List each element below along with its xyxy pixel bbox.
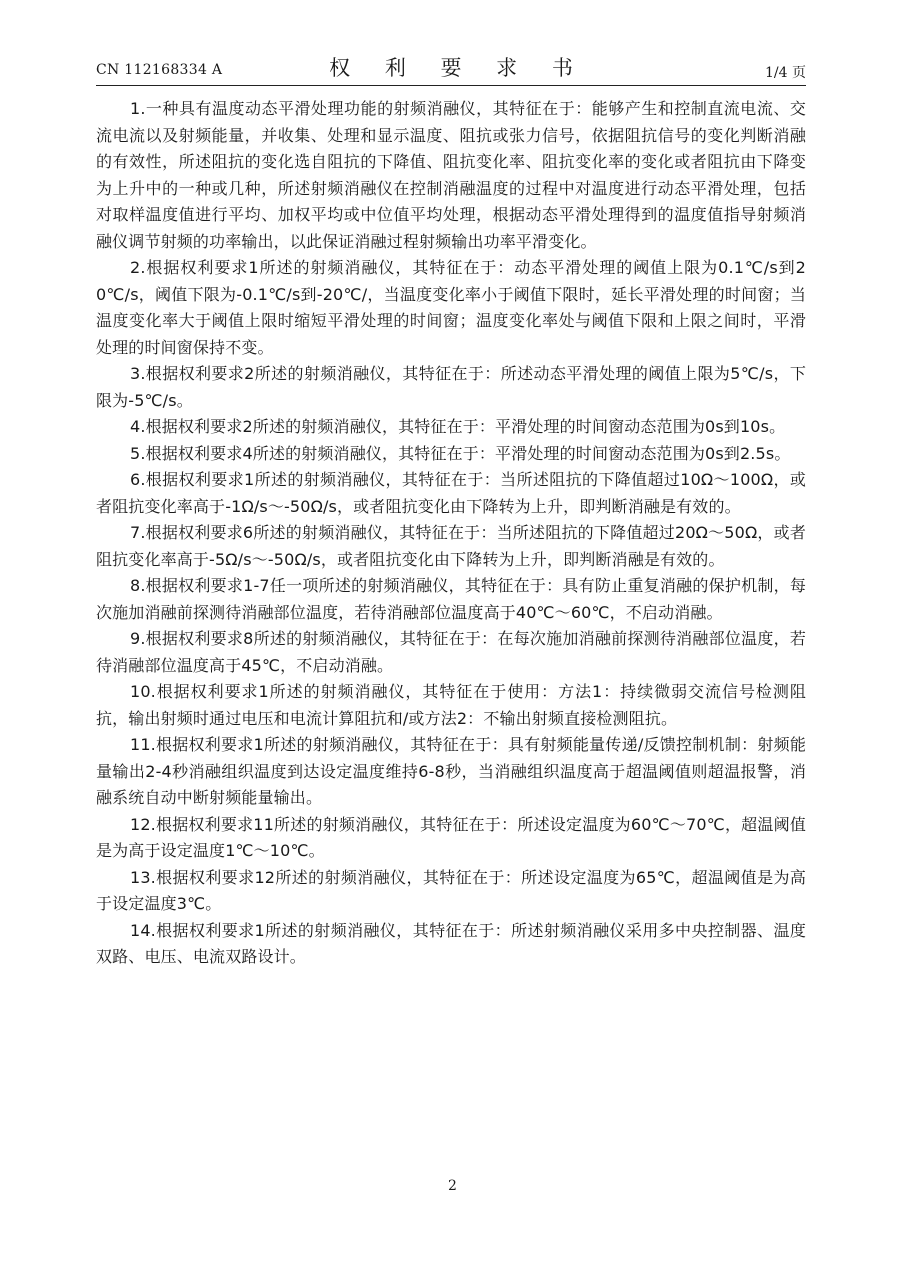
page-header bbox=[96, 52, 806, 86]
publication-number: CN 112168334 A bbox=[96, 62, 223, 78]
claim-13: 13.根据权利要求12所述的射频消融仪，其特征在于：所述设定温度为65℃，超温阈值是为高于设定温度3℃。 bbox=[96, 867, 806, 913]
claim-5: 5.根据权利要求4所述的射频消融仪，其特征在于：平滑处理的时间窗动态范围为0s到2.5s。 bbox=[130, 443, 791, 463]
page-indicator: 1/4 页 bbox=[765, 65, 806, 81]
header-divider bbox=[96, 85, 806, 86]
claim-8: 8.根据权利要求1-7任一项所述的射频消融仪，其特征在于：具有防止重复消融的保护机制，每次施加消融前探测待消融部位温度，若待消融部位温度高于40℃～60℃，不启动消融。 bbox=[96, 576, 806, 622]
claim-6: 6.根据权利要求1所述的射频消融仪，其特征在于：当所述阻抗的下降值超过10Ω～100Ω，或者阻抗变化率高于-1Ω/s～-50Ω/s，或者阻抗变化由下降转为上升，即判断消融是有效的。 bbox=[96, 470, 806, 516]
claim-14: 14.根据权利要求1所述的射频消融仪，其特征在于：所述射频消融仪采用多中央控制器、温度双路、电压、电流双路设计。 bbox=[96, 920, 806, 966]
claim-3: 3.根据权利要求2所述的射频消融仪，其特征在于：所述动态平滑处理的阈值上限为5℃/s，下限为-5℃/s。 bbox=[96, 364, 806, 410]
claim-7: 7.根据权利要求6所述的射频消融仪，其特征在于：当所述阻抗的下降值超过20Ω～50Ω，或者阻抗变化率高于-5Ω/s～-50Ω/s，或者阻抗变化由下降转为上升，即判断消融是有效的。 bbox=[96, 523, 806, 569]
claim-12: 12.根据权利要求11所述的射频消融仪，其特征在于：所述设定温度为60℃～70℃，超温阈值是为高于设定温度1℃～10℃。 bbox=[96, 814, 806, 860]
claim-9: 9.根据权利要求8所述的射频消融仪，其特征在于：在每次施加消融前探测待消融部位温度，若待消融部位温度高于45℃，不启动消融。 bbox=[96, 629, 806, 675]
claim-4: 4.根据权利要求2所述的射频消融仪，其特征在于：平滑处理的时间窗动态范围为0s到10s。 bbox=[130, 417, 786, 436]
claim-1: 1.一种具有温度动态平滑处理功能的射频消融仪，其特征在于：能够产生和控制直流电流、交流电流以及射频能量，并收集、处理和显示温度、阻抗或张力信号，依据阻抗信号的变化判断消融的有效性，所述阻抗的变化选自阻抗的下降值、阻抗变化率、阻抗变化率的变化或者阻抗由下降变为上升中的一种或几种，所述射频消融仪在控制消融温度的过程中对温度进行动态平滑处理，包括对取样温度值进行平均、加权平均或中位值平均处理，根据动态平滑处理得到的温度值指导射频消融仪调节射频的功率输出，以此保证消融过程射频输出功率平滑变化。 bbox=[96, 99, 806, 251]
claim-2: 2.根据权利要求1所述的射频消融仪，其特征在于：动态平滑处理的阈值上限为0.1℃/s到20℃/s，阈值下限为-0.1℃/s到-20℃/，当温度变化率小于阈值下限时，延长平滑处理的时间窗；当温度变化率大于阈值上限时缩短平滑处理的时间窗；温度变化率处与阈值下限和上限之间时，平滑处理的时间窗保持不变。 bbox=[96, 258, 806, 357]
page-number: 2 bbox=[448, 1178, 457, 1194]
claims-list bbox=[96, 96, 806, 971]
claim-10: 10.根据权利要求1所述的射频消融仪，其特征在于使用：方法1：持续微弱交流信号检测阻抗，输出射频时通过电压和电流计算阻抗和/或方法2：不输出射频直接检测阻抗。 bbox=[96, 682, 806, 728]
document-title: 权 利 要 求 书 bbox=[329, 56, 587, 80]
claim-11: 11.根据权利要求1所述的射频消融仪，其特征在于：具有射频能量传递/反馈控制机制：射频能量输出2-4秒消融组织温度到达设定温度维持6-8秒，当消融组织温度高于超温阈值则超温报警，消融系统自动中断射频能量输出。 bbox=[96, 735, 806, 807]
